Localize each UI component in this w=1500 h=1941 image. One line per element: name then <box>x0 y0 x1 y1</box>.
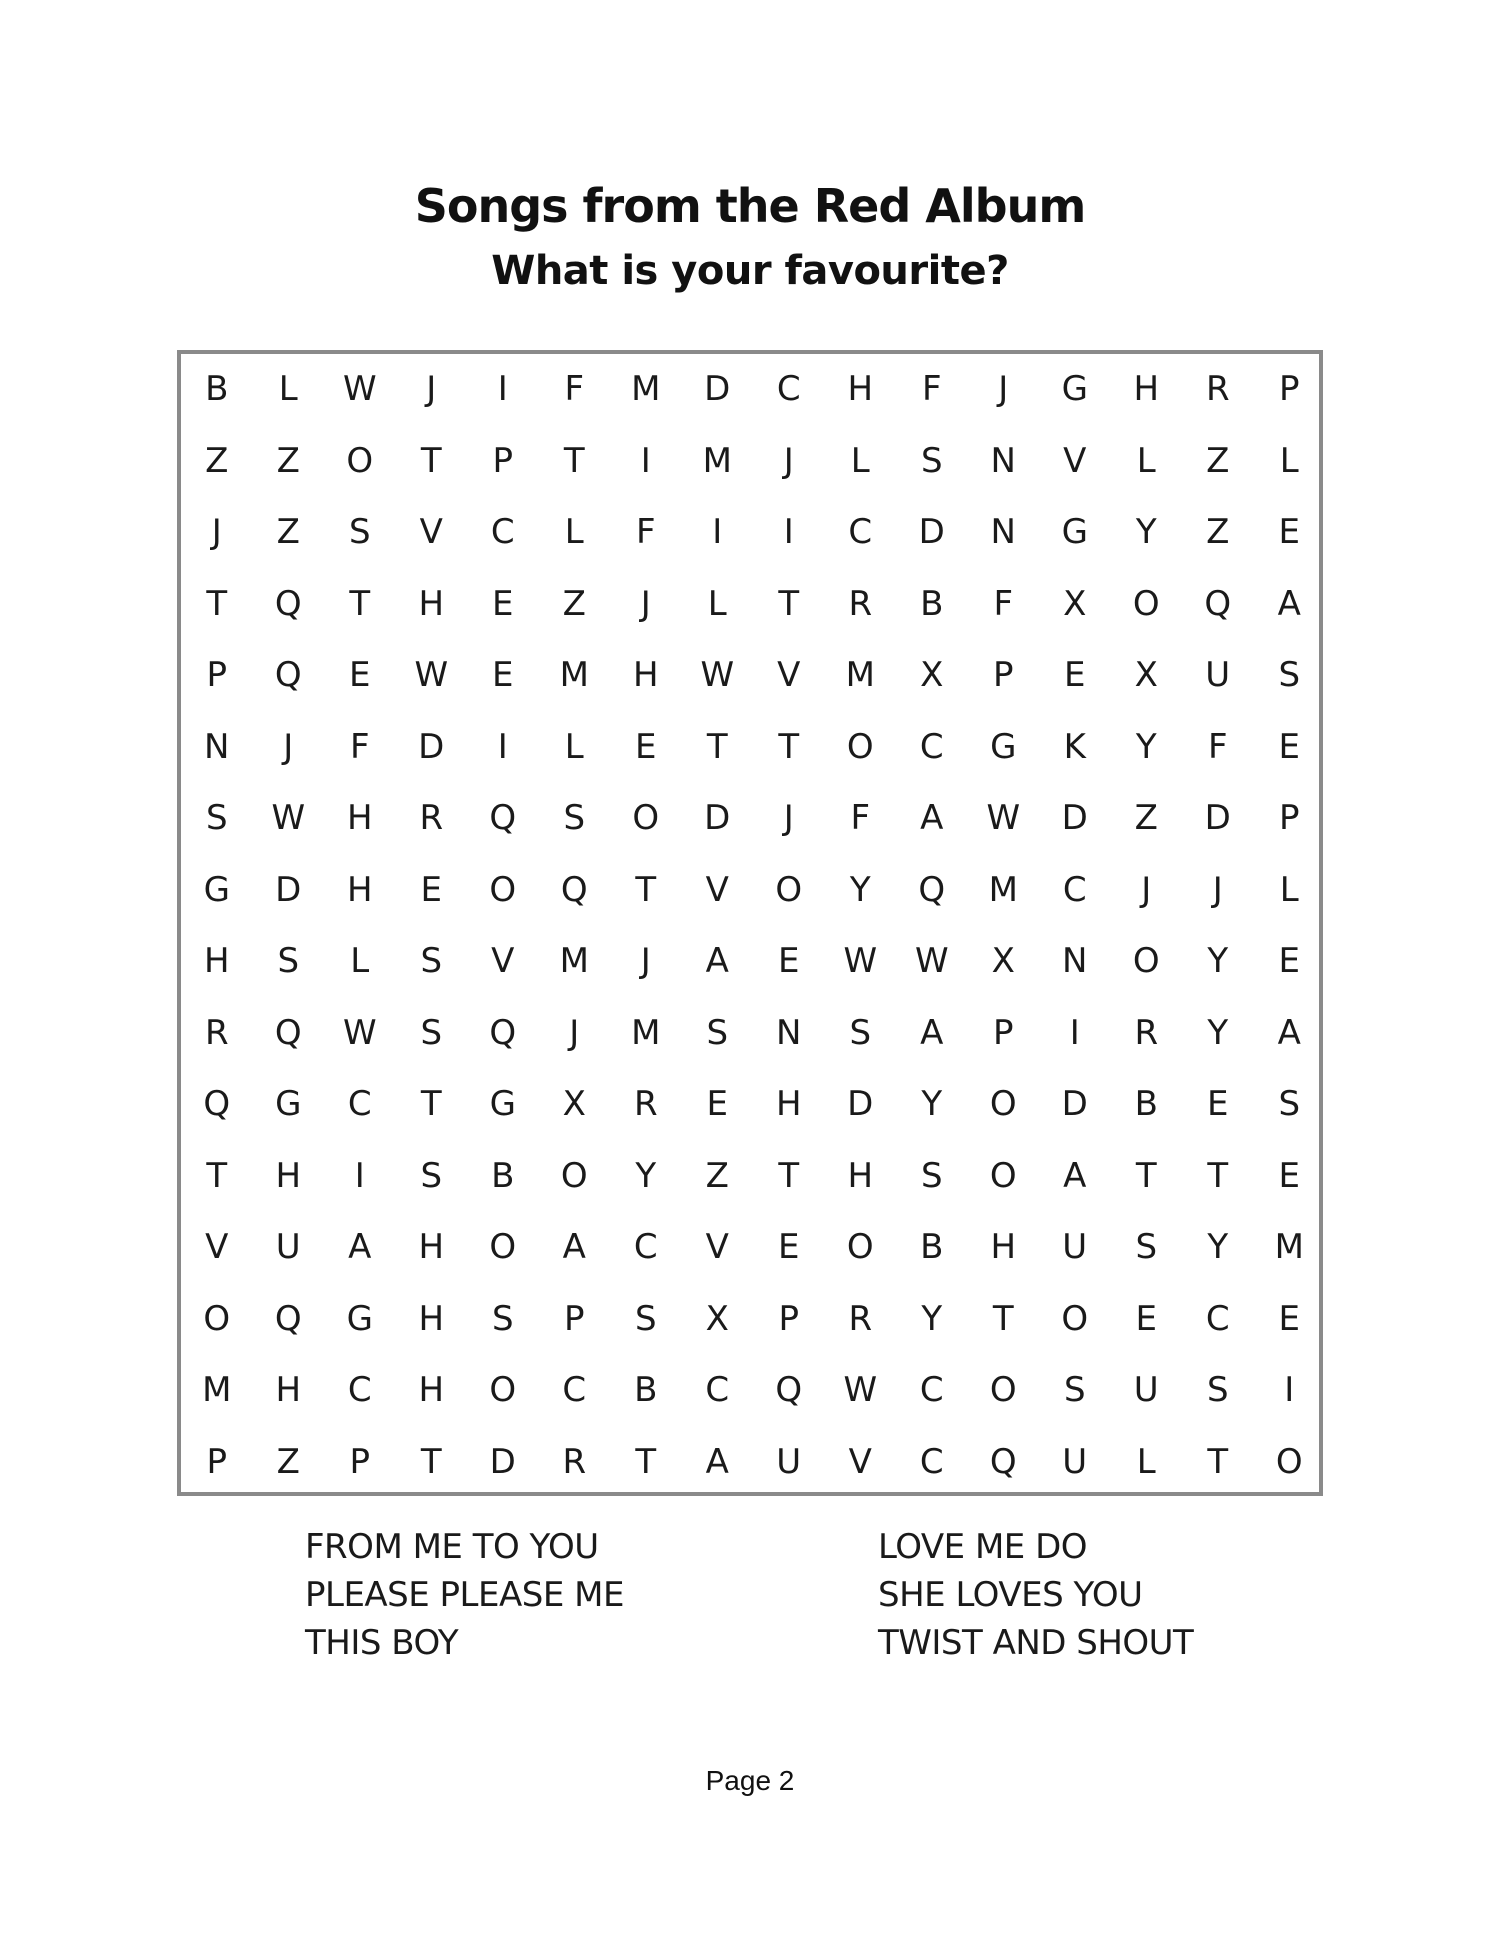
grid-row <box>181 998 1319 1070</box>
grid-cell[interactable]: E <box>1278 1155 1300 1196</box>
grid-cell[interactable]: H <box>418 1370 445 1410</box>
grid-cell[interactable]: H <box>203 941 230 981</box>
grid-cell[interactable]: L <box>350 941 370 981</box>
grid-cell[interactable]: T <box>420 1441 442 1482</box>
grid-cell[interactable]: B <box>1134 1084 1158 1124</box>
grid-cell[interactable]: O <box>203 1298 231 1339</box>
grid-cell[interactable]: W <box>843 941 878 981</box>
grid-cell[interactable]: R <box>204 1012 229 1053</box>
grid-cell[interactable]: S <box>420 1155 443 1196</box>
grid-cell[interactable]: V <box>777 655 801 695</box>
grid-cell[interactable]: X <box>562 1084 586 1124</box>
grid-cell[interactable]: M <box>631 1012 661 1053</box>
grid-cell[interactable]: R <box>419 798 444 838</box>
page-number: Page 2 <box>705 1765 795 1796</box>
word-list-item: SHE LOVES YOU <box>878 1575 1143 1615</box>
grid-cell[interactable]: F <box>564 369 585 409</box>
grid-cell[interactable]: F <box>635 512 656 552</box>
grid-cell[interactable]: Z <box>205 440 229 481</box>
grid-cell[interactable]: E <box>1278 512 1300 552</box>
grid-cell[interactable]: S <box>920 440 943 481</box>
grid-cell[interactable]: O <box>775 869 803 910</box>
grid-cell[interactable]: D <box>847 1084 874 1124</box>
grid-cell[interactable]: L <box>1136 440 1156 481</box>
grid-cell[interactable]: D <box>1061 798 1088 838</box>
grid-cell[interactable]: T <box>635 1441 657 1482</box>
grid-cell[interactable]: D <box>489 1441 516 1482</box>
grid-cell[interactable]: T <box>1207 1441 1229 1482</box>
grid-cell[interactable]: P <box>492 440 513 481</box>
grid-cell[interactable]: B <box>920 1227 944 1267</box>
grid-cell[interactable]: J <box>783 798 794 838</box>
grid-cell[interactable]: C <box>1062 869 1087 910</box>
grid-cell[interactable]: T <box>778 1155 800 1196</box>
grid-cell[interactable]: S <box>277 941 300 981</box>
grid-cell[interactable]: M <box>988 869 1018 910</box>
grid-cell[interactable]: Q <box>274 1012 302 1053</box>
grid-cell[interactable]: S <box>1135 1227 1158 1267</box>
grid-cell[interactable]: T <box>206 583 228 624</box>
grid-cell[interactable]: O <box>346 440 374 481</box>
grid-cell[interactable]: W <box>414 655 449 695</box>
grid-cell[interactable]: E <box>1135 1298 1157 1339</box>
grid-cell[interactable]: P <box>778 1298 799 1339</box>
grid-row <box>181 426 1319 498</box>
grid-cell[interactable]: C <box>919 1441 944 1482</box>
grid-cell[interactable]: A <box>562 1227 586 1267</box>
grid-cell[interactable]: C <box>848 512 873 552</box>
grid-cell[interactable]: R <box>848 1298 873 1339</box>
grid-cell[interactable]: I <box>497 369 508 409</box>
grid-cell[interactable]: H <box>346 869 373 910</box>
grid-cell[interactable]: J <box>426 369 437 409</box>
grid-cell[interactable]: P <box>992 1012 1014 1053</box>
grid-cell[interactable]: J <box>998 369 1009 409</box>
grid-cell[interactable]: U <box>1205 655 1231 695</box>
grid-cell[interactable]: S <box>205 798 228 838</box>
grid-cell[interactable]: L <box>564 512 584 552</box>
grid-cell[interactable]: C <box>347 1084 372 1124</box>
grid-cell[interactable]: D <box>1061 1084 1088 1124</box>
grid-cell[interactable]: J <box>783 440 794 481</box>
grid-cell[interactable]: Q <box>918 869 946 910</box>
word-list-item: FROM ME TO YOU <box>305 1527 599 1567</box>
grid-cell[interactable]: A <box>1277 583 1301 624</box>
grid-cell[interactable]: H <box>418 583 445 624</box>
grid-cell[interactable]: T <box>349 583 371 624</box>
grid-cell[interactable]: O <box>989 1370 1017 1410</box>
grid-row <box>181 1427 1319 1499</box>
grid-cell[interactable]: C <box>490 512 515 552</box>
grid-cell[interactable]: D <box>918 512 945 552</box>
grid-cell[interactable]: V <box>419 512 443 552</box>
grid-cell[interactable]: X <box>920 655 944 695</box>
grid-cell[interactable]: Q <box>989 1441 1017 1482</box>
grid-cell[interactable]: Z <box>276 440 300 481</box>
grid-cell[interactable]: E <box>1278 726 1300 767</box>
grid-cell[interactable]: E <box>1278 1298 1300 1339</box>
grid-cell[interactable]: O <box>846 726 874 767</box>
grid-cell[interactable]: Y <box>921 1084 943 1124</box>
grid-cell[interactable]: V <box>705 1227 729 1267</box>
grid-cell[interactable]: Q <box>274 655 302 695</box>
grid-cell[interactable]: M <box>559 655 589 695</box>
grid-cell[interactable]: O <box>989 1084 1017 1124</box>
grid-cell[interactable]: F <box>349 726 370 767</box>
grid-cell[interactable]: Q <box>489 798 517 838</box>
grid-cell[interactable]: U <box>275 1227 301 1267</box>
grid-row <box>181 1355 1319 1427</box>
grid-cell[interactable]: G <box>1061 369 1088 409</box>
grid-cell[interactable]: O <box>846 1227 874 1267</box>
grid-cell[interactable]: C <box>1205 1298 1230 1339</box>
grid-cell[interactable]: T <box>635 869 657 910</box>
page-title: Songs from the Red Album <box>414 179 1086 233</box>
grid-cell[interactable]: S <box>1063 1370 1086 1410</box>
grid-cell[interactable]: H <box>775 1084 802 1124</box>
grid-cell[interactable]: A <box>920 798 944 838</box>
grid-cell[interactable]: S <box>348 512 371 552</box>
grid-cell[interactable]: S <box>563 798 586 838</box>
grid-cell[interactable]: S <box>1278 1084 1301 1124</box>
grid-cell[interactable]: C <box>633 1227 658 1267</box>
grid-cell[interactable]: Z <box>1206 512 1230 552</box>
grid-cell[interactable]: Y <box>1207 941 1229 981</box>
grid-cell[interactable]: I <box>712 512 723 552</box>
grid-cell[interactable]: V <box>205 1227 229 1267</box>
word-list-item: TWIST AND SHOUT <box>878 1623 1194 1663</box>
grid-cell[interactable]: W <box>342 1012 377 1053</box>
grid-cell[interactable]: H <box>847 1155 874 1196</box>
grid-row <box>181 783 1319 855</box>
grid-cell[interactable]: Q <box>274 583 302 624</box>
grid-cell[interactable]: H <box>1133 369 1160 409</box>
grid-cell[interactable]: O <box>1132 941 1160 981</box>
word-search-grid <box>177 350 1323 1496</box>
word-list-item: THIS BOY <box>305 1623 459 1663</box>
grid-cell[interactable]: M <box>845 655 875 695</box>
grid-cell[interactable]: R <box>633 1084 658 1124</box>
grid-cell[interactable]: T <box>1207 1155 1229 1196</box>
grid-cell[interactable]: D <box>704 369 731 409</box>
grid-cell[interactable]: M <box>631 369 661 409</box>
grid-cell[interactable]: T <box>420 1084 442 1124</box>
grid-cell[interactable]: G <box>1061 512 1088 552</box>
grid-cell[interactable]: H <box>346 798 373 838</box>
grid-cell[interactable]: T <box>1135 1155 1157 1196</box>
grid-cell[interactable]: E <box>635 726 657 767</box>
grid-row <box>181 926 1319 998</box>
grid-row <box>181 1141 1319 1213</box>
grid-row <box>181 1284 1319 1356</box>
grid-cell[interactable]: T <box>778 583 800 624</box>
grid-cell[interactable]: I <box>497 726 508 767</box>
grid-cell[interactable]: Z <box>562 583 586 624</box>
grid-cell[interactable]: L <box>1136 1441 1156 1482</box>
grid-cell[interactable]: L <box>278 369 298 409</box>
grid-cell[interactable]: Y <box>1207 1227 1229 1267</box>
grid-cell[interactable]: J <box>1141 869 1152 910</box>
grid-cell[interactable]: C <box>776 369 801 409</box>
grid-cell[interactable]: B <box>634 1370 658 1410</box>
grid-cell[interactable]: I <box>1069 1012 1080 1053</box>
grid-cell[interactable]: F <box>850 798 871 838</box>
grid-cell[interactable]: P <box>563 1298 585 1339</box>
grid-row <box>181 855 1319 927</box>
grid-cell[interactable]: H <box>418 1227 445 1267</box>
grid-cell[interactable]: D <box>1204 798 1231 838</box>
grid-cell[interactable]: L <box>707 583 727 624</box>
grid-row <box>181 569 1319 641</box>
grid-cell[interactable]: Q <box>560 869 588 910</box>
grid-cell[interactable]: B <box>920 583 944 624</box>
grid-row <box>181 640 1319 712</box>
grid-row <box>181 354 1319 426</box>
grid-cell[interactable]: H <box>275 1370 302 1410</box>
grid-cell[interactable]: T <box>420 440 442 481</box>
grid-cell[interactable]: H <box>847 369 874 409</box>
grid-cell[interactable]: A <box>1277 1012 1301 1053</box>
grid-cell[interactable]: J <box>211 512 222 552</box>
grid-cell[interactable]: G <box>489 1084 516 1124</box>
grid-cell[interactable]: B <box>491 1155 515 1196</box>
grid-cell[interactable]: O <box>1061 1298 1089 1339</box>
grid-cell[interactable]: R <box>848 583 873 624</box>
grid-cell[interactable]: Z <box>276 1441 300 1482</box>
grid-cell[interactable]: P <box>206 655 227 695</box>
grid-cell[interactable]: N <box>204 726 230 767</box>
grid-cell[interactable]: N <box>990 512 1016 552</box>
grid-cell[interactable]: Q <box>274 1298 302 1339</box>
grid-cell[interactable]: P <box>1278 798 1300 838</box>
grid-cell[interactable]: L <box>850 440 870 481</box>
word-list-item: PLEASE PLEASE ME <box>305 1575 624 1615</box>
page-subtitle: What is your favourite? <box>491 248 1009 294</box>
grid-cell[interactable]: W <box>843 1370 878 1410</box>
grid-cell[interactable]: U <box>776 1441 802 1482</box>
grid-cell[interactable]: G <box>990 726 1017 767</box>
grid-cell[interactable]: H <box>275 1155 302 1196</box>
grid-row <box>181 1212 1319 1284</box>
grid-cell[interactable]: Q <box>1204 583 1232 624</box>
grid-cell[interactable]: X <box>991 941 1015 981</box>
grid-cell[interactable]: C <box>347 1370 372 1410</box>
grid-cell[interactable]: Y <box>1135 726 1157 767</box>
grid-cell[interactable]: C <box>919 1370 944 1410</box>
grid-cell[interactable]: J <box>640 941 651 981</box>
grid-cell[interactable]: O <box>1132 583 1160 624</box>
grid-cell[interactable]: E <box>778 1227 800 1267</box>
grid-row <box>181 497 1319 569</box>
grid-cell[interactable]: O <box>489 1370 517 1410</box>
grid-cell[interactable]: S <box>706 1012 729 1053</box>
grid-cell[interactable]: D <box>704 798 731 838</box>
grid-cell[interactable]: H <box>990 1227 1017 1267</box>
grid-cell[interactable]: A <box>705 1441 729 1482</box>
grid-cell[interactable]: S <box>849 1012 872 1053</box>
grid-cell[interactable]: P <box>992 655 1014 695</box>
grid-cell[interactable]: Y <box>1135 512 1157 552</box>
grid-cell[interactable]: Q <box>203 1084 231 1124</box>
grid-cell[interactable]: G <box>275 1084 302 1124</box>
grid-cell[interactable]: B <box>205 369 229 409</box>
grid-cell[interactable]: W <box>342 369 377 409</box>
grid-cell[interactable]: M <box>202 1370 232 1410</box>
grid-cell[interactable]: U <box>1062 1227 1088 1267</box>
grid-cell[interactable]: Z <box>705 1155 729 1196</box>
word-list-left <box>305 1523 624 1667</box>
grid-cell[interactable]: M <box>559 941 589 981</box>
grid-cell[interactable]: W <box>700 655 735 695</box>
grid-cell[interactable]: S <box>491 1298 514 1339</box>
grid-row <box>181 1069 1319 1141</box>
grid-cell[interactable]: O <box>632 798 660 838</box>
grid-cell[interactable]: E <box>1278 941 1300 981</box>
grid-cell[interactable]: Q <box>775 1370 803 1410</box>
grid-cell[interactable]: F <box>921 369 942 409</box>
grid-cell[interactable]: S <box>420 941 443 981</box>
grid-cell[interactable]: T <box>563 440 585 481</box>
grid-cell[interactable]: I <box>640 440 651 481</box>
grid-cell[interactable]: Y <box>849 869 871 910</box>
grid-cell[interactable]: C <box>705 1370 730 1410</box>
grid-cell[interactable]: E <box>706 1084 728 1124</box>
grid-cell[interactable]: Z <box>1206 440 1230 481</box>
grid-cell[interactable]: G <box>346 1298 373 1339</box>
grid-cell[interactable]: U <box>1133 1370 1159 1410</box>
grid-cell[interactable]: I <box>354 1155 365 1196</box>
grid-cell[interactable]: N <box>776 1012 802 1053</box>
grid-cell[interactable]: S <box>920 1155 943 1196</box>
grid-cell[interactable]: O <box>560 1155 588 1196</box>
grid-cell[interactable]: I <box>783 512 794 552</box>
grid-cell[interactable]: S <box>1278 655 1301 695</box>
grid-cell[interactable]: A <box>1063 1155 1087 1196</box>
grid-cell[interactable]: E <box>349 655 371 695</box>
grid-cell[interactable]: R <box>1205 369 1230 409</box>
grid-cell[interactable]: R <box>562 1441 587 1482</box>
grid-cell[interactable]: I <box>1284 1370 1295 1410</box>
grid-cell[interactable]: O <box>1275 1441 1303 1482</box>
grid-cell[interactable]: W <box>914 941 949 981</box>
grid-cell[interactable]: E <box>420 869 442 910</box>
grid-cell[interactable]: A <box>705 941 729 981</box>
grid-cell[interactable]: W <box>986 798 1021 838</box>
grid-cell[interactable]: Z <box>1134 798 1158 838</box>
grid-cell[interactable]: U <box>1062 1441 1088 1482</box>
grid-cell[interactable]: A <box>920 1012 944 1053</box>
grid-cell[interactable]: S <box>1206 1370 1229 1410</box>
grid-cell[interactable]: P <box>1278 369 1300 409</box>
grid-cell[interactable]: D <box>275 869 302 910</box>
grid-cell[interactable]: J <box>640 583 651 624</box>
grid-cell[interactable]: D <box>418 726 445 767</box>
grid-row <box>181 712 1319 784</box>
grid-cell[interactable]: Y <box>1207 1012 1229 1053</box>
grid-cell[interactable]: H <box>418 1298 445 1339</box>
grid-cell[interactable]: F <box>993 583 1014 624</box>
grid-cell[interactable]: O <box>989 1155 1017 1196</box>
grid-cell[interactable]: J <box>569 1012 580 1053</box>
grid-cell[interactable]: R <box>1134 1012 1159 1053</box>
grid-cell[interactable]: G <box>203 869 230 910</box>
grid-cell[interactable]: T <box>778 726 800 767</box>
grid-cell[interactable]: Y <box>921 1298 943 1339</box>
grid-cell[interactable]: V <box>705 869 729 910</box>
grid-cell[interactable]: O <box>489 869 517 910</box>
grid-cell[interactable]: L <box>1279 869 1299 910</box>
grid-cell[interactable]: X <box>1134 655 1158 695</box>
grid-cell[interactable]: E <box>492 583 514 624</box>
grid-cell[interactable]: C <box>919 726 944 767</box>
grid-cell[interactable]: P <box>349 1441 370 1482</box>
grid-cell[interactable]: Z <box>276 512 300 552</box>
grid-cell[interactable]: E <box>1207 1084 1229 1124</box>
grid-cell[interactable]: E <box>492 655 514 695</box>
grid-cell[interactable]: C <box>562 1370 587 1410</box>
grid-cell[interactable]: A <box>348 1227 372 1267</box>
grid-cell[interactable]: H <box>632 655 659 695</box>
word-list-item: LOVE ME DO <box>878 1527 1088 1567</box>
grid-cell[interactable]: J <box>283 726 294 767</box>
grid-cell[interactable]: S <box>420 1012 443 1053</box>
grid-cell[interactable]: P <box>206 1441 227 1482</box>
grid-cell[interactable]: L <box>564 726 584 767</box>
grid-cell[interactable]: V <box>491 941 515 981</box>
grid-cell[interactable]: Q <box>489 1012 517 1053</box>
grid-cell[interactable]: E <box>778 941 800 981</box>
grid-cell[interactable]: V <box>848 1441 872 1482</box>
grid-cell[interactable]: K <box>1063 726 1086 767</box>
grid-cell[interactable]: O <box>489 1227 517 1267</box>
grid-cell[interactable]: T <box>992 1298 1014 1339</box>
grid-cell[interactable]: N <box>990 440 1016 481</box>
grid-cell[interactable]: E <box>1064 655 1086 695</box>
grid-cell[interactable]: N <box>1062 941 1088 981</box>
grid-cell[interactable]: M <box>702 440 732 481</box>
grid-cell[interactable]: W <box>271 798 306 838</box>
grid-cell[interactable]: L <box>1279 440 1299 481</box>
grid-cell[interactable]: J <box>1212 869 1223 910</box>
grid-cell[interactable]: S <box>634 1298 657 1339</box>
word-list-right <box>878 1523 1193 1667</box>
grid-cell[interactable]: X <box>1063 583 1087 624</box>
grid-cell[interactable]: Y <box>635 1155 657 1196</box>
grid-cell[interactable]: X <box>705 1298 729 1339</box>
grid-cell[interactable]: V <box>1063 440 1087 481</box>
grid-cell[interactable]: T <box>706 726 728 767</box>
grid-cell[interactable]: F <box>1207 726 1228 767</box>
grid-cell[interactable]: M <box>1274 1227 1304 1267</box>
grid-cell[interactable]: T <box>206 1155 228 1196</box>
